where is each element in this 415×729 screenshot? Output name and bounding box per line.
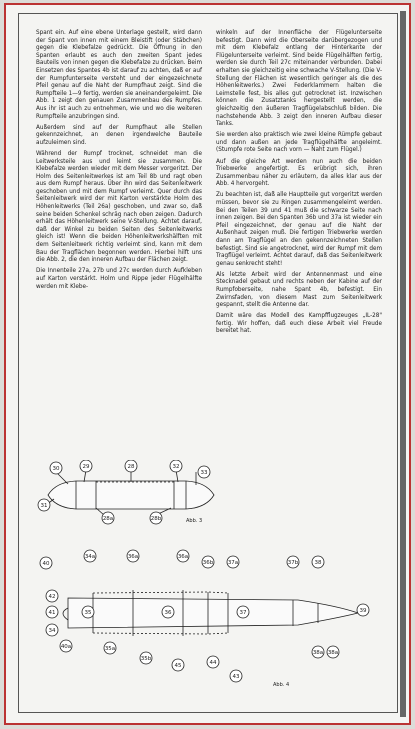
paragraph: Als letzte Arbeit wird der Antennenmast und eine Stecknadel gebaut und rechts neben der Kabine auf der Rumpfoberseite, nahe Spant 4b, befestigt. Ein Zwirnsfaden, von diesem Mast zum Seitenleitwerk gespannt, stellt die Antenne dar. <box>216 271 382 309</box>
paragraph: Spant ein. Auf eine ebene Unterlage gestellt, wird dann der Spant von innen mit einem Bleistift (oder Stäbchen) gegen die Klebefalze gedrückt. Die Öffnung in den Spanten erlaubt es auch den zweiten Spant jedes Bauteils von innen gegen die Klebefalze zu drücken. Beim Einsetzen des Spantes 4b ist darauf zu achten, daß er auf der Rumpfunterseite versteht und der eingezeichnete Pfeil genau auf die Naht der Rumpfhaut zeigt. Sind die Rumpfteile 1—9 fertig, werden sie aneinandergeleimt. Die Abb. 1 zeigt den genauen Zusammenbau des Rumpfes. Aus ihr ist auch zu entnehmen, wie und wo die weiteren Rumpfteile anzubringen sind. <box>36 30 202 120</box>
part-label: 38a <box>312 650 324 656</box>
text-column-left <box>36 30 202 295</box>
part-label: 45 <box>174 663 182 669</box>
part-label: 36b <box>202 560 214 566</box>
part-label: 32 <box>172 464 180 470</box>
figure-3-tank-diagram <box>36 460 216 530</box>
part-label: 35a <box>104 646 116 652</box>
paragraph: Die Innenteile 27a, 27b und 27c werden durch Aufkleben auf Karton verstärkt. Holm und Rippe jeder Flügelhälfte werden mit Klebe- <box>36 268 202 290</box>
paragraph: winkeln auf der Innenfläche der Flügelunterseite befestigt. Dann wird die Oberseite darübergezogen und mit dem Klebefalz entlang der Hinterkante der Flügelunterseite verleimt. Sind beide Flügelhälften fertig, werden sie durch Teil 27c miteinander verbunden. Dabei erhalten sie gleichzeitig eine schwache V-Stellung. (Die V-Stellung der Flächen ist wesentlich geringer als die des Höhenleitwerks.) Zwei Federklammern halten die Leimstelle fest, bis alles gut getrocknet ist. Inzwischen können die Zusatztanks hergestellt werden, die gleichzeitig den äußeren Tragflügelabschluß bilden. Die nachstehende Abb. 3 zeigt den inneren Aufbau dieser Tanks. <box>216 30 382 128</box>
part-label: 38a <box>327 650 339 656</box>
part-label: 37a <box>227 560 239 566</box>
paragraph: Zu beachten ist, daß alle Hauptteile gut vorgeritzt werden müssen, bevor sie zu Ringen zusammengeleimt werden. Bei den Teilen 39 und 41 muß die schwarze Seite nach innen zeigen. Bei den Spanten 36b und 37a ist wieder ein Pfeil eingezeichnet, der genau auf die Naht der Außenhaut zeigen muß. Die fertigen Triebwerke werden dann am Tragflügel an den gekennzeichneten Stellen befestigt. Sind sie angetrocknet, wird der Rumpf mit dem Tragflügel verleimt. Achtet darauf, daß das Seitenleitwerk genau senkrecht steht! <box>216 192 382 267</box>
part-label: 42 <box>48 594 56 600</box>
part-label: 28b <box>150 516 162 522</box>
part-label: 44 <box>209 660 217 666</box>
figure-caption: Abb. 3 <box>186 518 203 524</box>
part-label: 37b <box>287 560 299 566</box>
part-label: 37 <box>239 610 247 616</box>
paragraph: Während der Rumpf trocknet, schneidet man die Leitwerksteile aus und leimt sie zusammen. Die Klebefalze werden wieder mit dem Messer vorgeritzt. Der Holm des Seitenleitwerkes ist am Teil 8b und ragt oben aus dem Rumpf heraus. Über ihn wird das Seitenleitwerk geschoben und mit dem Rumpf verleimt. Quer durch das Seitenleitwerk wird der mit Karton verstärkte Holm des Höhenleitwerks (Teil 26a) geschoben, und zwar so, daß seine beiden Schenkel schräg nach oben zeigen. Dadurch erhält das Höhenleitwerk seine V-Stellung. Achtet darauf, daß der Winkel zu beiden Seiten des Seitenleitwerks gleich ist! Wenn die beiden Höhenleitwerkshälften mit dem Seitenleitwerk richtig verleimt sind, kann mit dem Bau der Tragflächen begonnen werden. Hierbei hilft uns die Abb. 2, die den inneren Aufbau der Flächen zeigt. <box>36 150 202 264</box>
text-column-right <box>216 30 382 340</box>
part-label: 33 <box>200 470 208 476</box>
page-edge-bar <box>400 11 406 717</box>
paragraph: Auf die gleiche Art werden nun auch die beiden Triebwerke angefertigt. Es erübrigt sich, ihren Zusammenbau näher zu erläutern, da alles klar aus der Abb. 4 hervorgeht. <box>216 158 382 188</box>
part-label: 28a <box>102 516 114 522</box>
part-label: 39 <box>359 608 367 614</box>
part-label: 41 <box>48 610 56 616</box>
part-label: 31 <box>40 503 48 509</box>
part-label: 30 <box>52 466 60 472</box>
part-label: 36a <box>177 554 189 560</box>
paragraph: Damit wäre das Modell des Kampfflugzeuges „IL-28" fertig. Wir hoffen, daß euch diese Arbeit viel Freude bereitet hat. <box>216 313 382 335</box>
part-label: 40 <box>42 561 50 567</box>
part-label: 38 <box>314 560 322 566</box>
part-label: 43 <box>232 674 240 680</box>
part-label: 34a <box>84 554 96 560</box>
figure-caption: Abb. 4 <box>273 682 290 688</box>
part-label: 40a <box>60 644 72 650</box>
part-label: 36 <box>164 610 172 616</box>
figure-4-engine-diagram <box>38 548 373 698</box>
part-label: 28 <box>127 464 135 470</box>
paragraph: Sie werden also praktisch wie zwei kleine Rümpfe gebaut und dann außen an jede Tragflügelhälfte angeleimt. (Stumpfe rote Seite nach vorn — Naht zum Flügel.) <box>216 132 382 154</box>
part-label: 29 <box>82 464 90 470</box>
part-label: 36a <box>127 554 139 560</box>
part-label: 35 <box>84 610 92 616</box>
paragraph: Außerdem sind auf der Rumpfhaut alle Stellen gekennzeichnet, an denen irgendwelche Bauteile aufzuleimen sind. <box>36 124 202 146</box>
part-label: 35b <box>140 656 152 662</box>
part-label: 34 <box>48 628 56 634</box>
